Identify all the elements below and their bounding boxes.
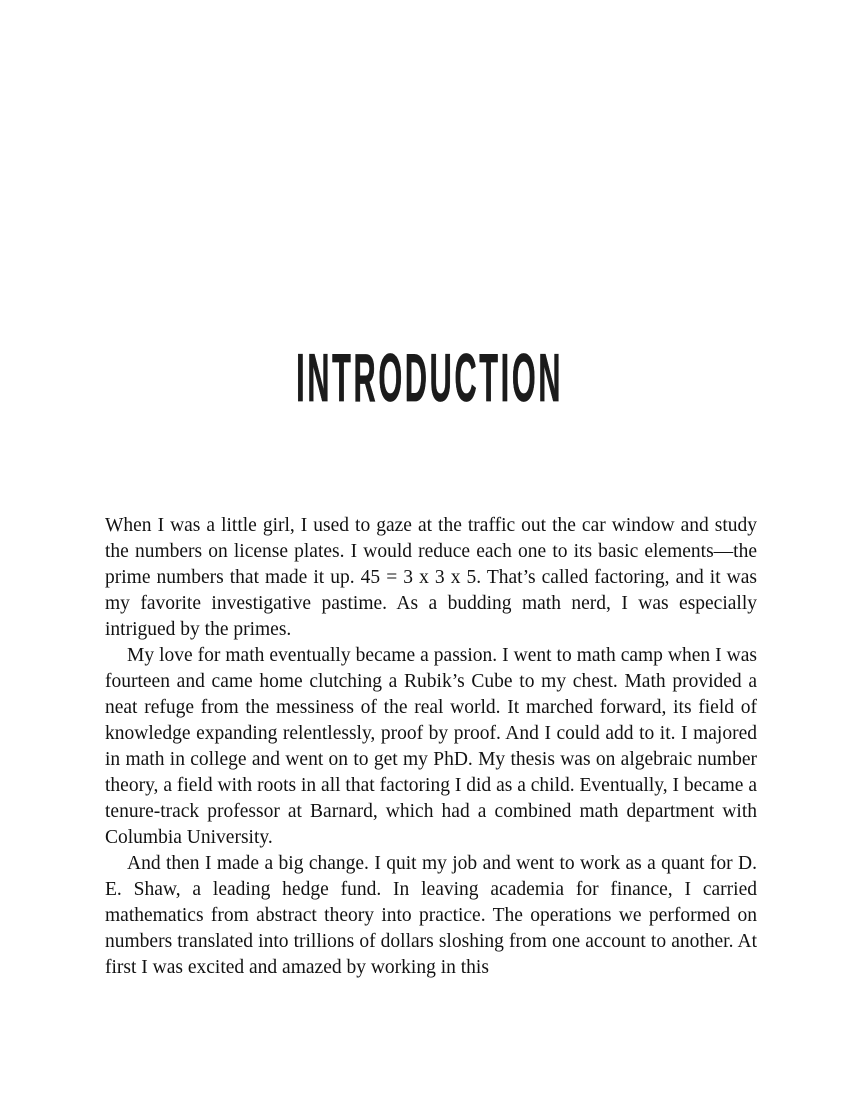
chapter-title-text: INTRODUCTION [296, 340, 564, 416]
paragraph-3: And then I made a big change. I quit my job and went to work as a quant for D. E. Shaw, a leading hedge fund. In leaving academia for finance, I carried mathematics from abstract theory into practice. The operations we performed on numbers translated into trillions of dollars sloshing from one account to another. At first I was excited and amazed by working in this [105, 853, 757, 978]
body-text [105, 513, 757, 981]
chapter-title [0, 340, 860, 416]
paragraph-1: When I was a little girl, I used to gaze at the traffic out the car window and study the numbers on license plates. I would reduce each one to its basic elements—the prime numbers that made it up. 45 = 3 x 3 x 5. That’s called factoring, and it was my favorite investigative pastime. As a budding math nerd, I was especially intrigued by the primes. [105, 515, 757, 640]
paragraph-2: My love for math eventually became a passion. I went to math camp when I was fourteen and came home clutching a Rubik’s Cube to my chest. Math provided a neat refuge from the messiness of the real world. It marched forward, its field of knowledge expanding relentlessly, proof by proof. And I could add to it. I majored in math in college and went on to get my PhD. My thesis was on algebraic number theory, a field with roots in all that factoring I did as a child. Eventually, I became a tenure-track professor at Barnard, which had a combined math department with Columbia University. [105, 645, 757, 848]
